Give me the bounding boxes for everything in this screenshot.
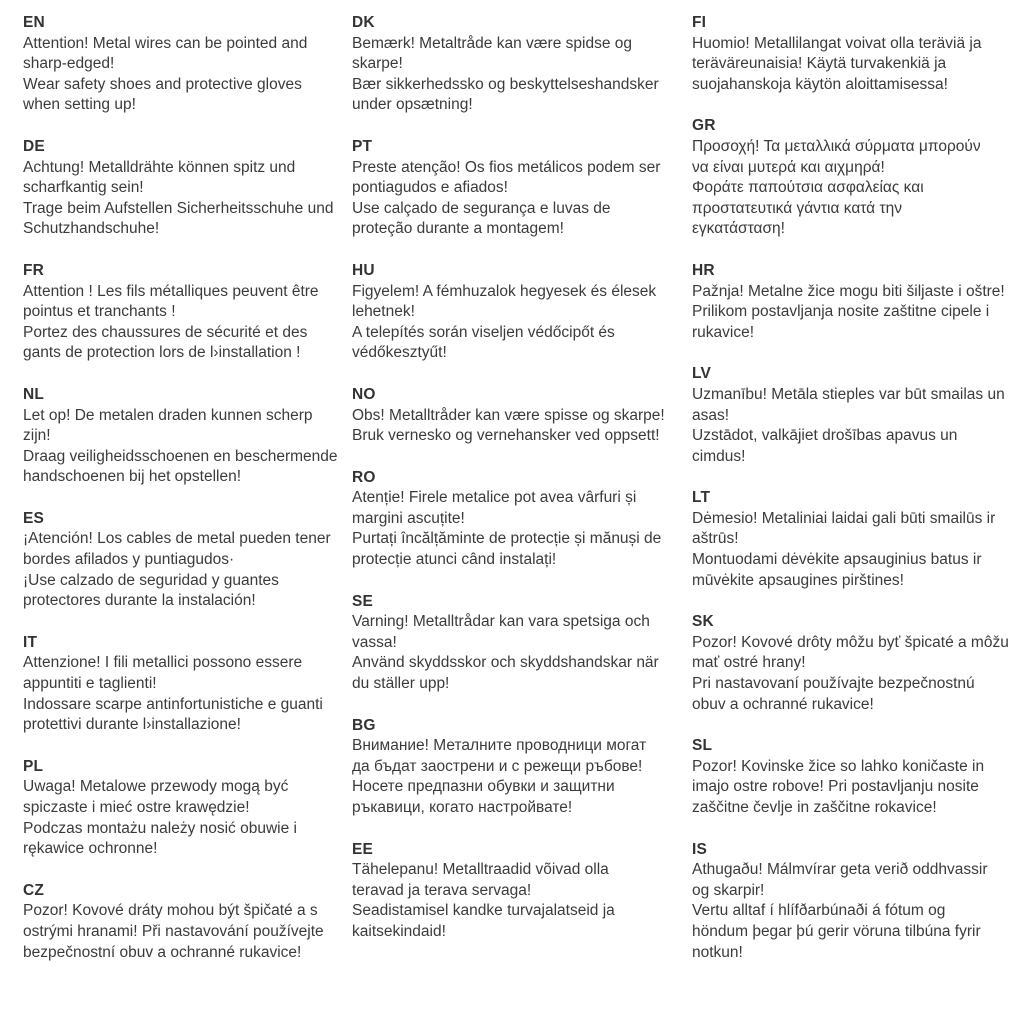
warning-text-line: ръкавици, когато настройвате! [352, 799, 573, 816]
language-code-label: PL [23, 757, 44, 775]
warning-text-line: appuntiti e taglienti! [23, 675, 157, 693]
warning-section-dk [352, 13, 692, 116]
warning-section-se [352, 592, 692, 695]
language-code-label: PT [352, 137, 373, 155]
warning-section-sk [692, 612, 1024, 715]
warning-text-line: Attenzione! I fili metallici possono essere [23, 654, 303, 672]
warning-section-hr [692, 261, 1024, 343]
warning-text-line: Let op! De metalen draden kunnen scherp [23, 406, 313, 424]
warning-text-line: Obs! Metalltråder kan være spisse og skarpe! [352, 406, 665, 424]
warning-text-line: aštrūs! [692, 530, 739, 548]
warning-text-line: να είναι μυτερά και αιχμηρά! [692, 158, 885, 176]
warning-section-is [692, 840, 1024, 964]
warning-section-bg [352, 716, 692, 819]
warning-text-line: mať ostré hrany! [692, 654, 806, 672]
warning-text-line: vassa! [352, 633, 397, 651]
warning-text-line: protecție atunci când instalați! [352, 551, 557, 569]
language-code-label: NL [23, 385, 45, 403]
warning-text-line: Bruk vernesko og vernehansker ved oppsett! [352, 427, 660, 445]
warning-section-de [23, 137, 352, 240]
warning-text-line: Wear safety shoes and protective gloves [23, 75, 302, 93]
warning-text-line: Preste atenção! Os fios metálicos podem ser [352, 158, 661, 176]
warning-text-line: pontiagudos e afiados! [352, 179, 508, 197]
warning-section-no [352, 385, 692, 447]
language-code-label: CZ [23, 881, 45, 899]
warning-text-line: Dėmesio! Metaliniai laidai gali būti smailūs ir [692, 509, 996, 527]
warning-text-line: rukavice! [692, 323, 755, 341]
warning-text-line: Portez des chaussures de sécurité et des [23, 323, 308, 341]
warning-text-line: Achtung! Metalldrähte können spitz und [23, 158, 296, 176]
warning-text-line: obuv a ochranné rukavice! [692, 695, 874, 713]
warning-text-line: cimdus! [692, 447, 746, 465]
warning-text-line: zijn! [23, 427, 51, 445]
warning-text-line: Pri nastavovaní používajte bezpečnostnú [692, 675, 975, 693]
warnings-column-left [23, 13, 352, 984]
language-code-label: SE [352, 592, 374, 610]
warning-section-hu [352, 261, 692, 364]
language-code-label: IT [23, 633, 38, 651]
warning-section-nl [23, 385, 352, 488]
warning-text-line: Pozor! Kovové drôty môžu byť špicaté a môžu [692, 633, 1009, 651]
warning-text-line: Pozor! Kovinske žice so lahko koničaste in [692, 757, 985, 775]
warning-section-sl [692, 736, 1024, 818]
warning-section-pt [352, 137, 692, 240]
warning-text-line: proteção durante a montagem! [352, 220, 564, 238]
warning-text-line: ¡Atención! Los cables de metal pueden tener [23, 530, 331, 548]
language-code-label: RO [352, 468, 376, 486]
warning-text-line: ostrými hranami! Při nastavování používejte [23, 922, 324, 940]
warning-text-line: A telepítés során viseljen védőcipőt és [352, 323, 615, 341]
warning-text-line: mūvėkite apsaugines pirštines! [692, 571, 904, 589]
language-code-label: SL [692, 737, 713, 755]
warning-text-line: Bemærk! Metaltråde kan være spidse og [352, 34, 632, 52]
language-code-label: NO [352, 385, 376, 403]
warning-text-line: scharfkantig sein! [23, 179, 144, 197]
language-code-label: HU [352, 261, 375, 279]
warning-text-line: skarpe! [352, 55, 403, 73]
warning-text-line: under opsætning! [352, 96, 473, 114]
language-code-label: LV [692, 365, 712, 383]
language-code-label: FI [692, 14, 707, 31]
warning-text-line: védőkesztyűt! [352, 344, 447, 362]
warning-text-line: προστατευτικά γάντια κατά την [692, 199, 902, 217]
warning-section-ee [352, 840, 692, 943]
warning-text-line: Indossare scarpe antinfortunistiche e guanti [23, 695, 323, 713]
language-code-label: LT [692, 489, 711, 507]
warning-text-line: да бъдат заострени и с режещи ръбове! [352, 757, 643, 775]
warning-text-line: Bær sikkerhedssko og beskyttelseshandsker [352, 75, 659, 93]
warning-section-en [23, 13, 352, 116]
warning-text-line: when setting up! [23, 96, 136, 114]
warning-text-line: Внимание! Металните проводници могат [352, 737, 647, 755]
warning-text-line: handschoenen bij het opstellen! [23, 468, 242, 486]
warning-section-lt [692, 488, 1024, 591]
warning-section-gr [692, 116, 1024, 240]
warning-text-line: Pažnja! Metalne žice mogu biti šiljaste i oštre! [692, 282, 1005, 300]
warning-section-cz [23, 881, 352, 963]
warning-text-line: protectores durante la instalación! [23, 592, 256, 610]
warning-text-line: Vertu alltaf í hlífðarbúnaði á fótum og [692, 902, 946, 920]
warning-text-line: höndum þegar þú gerir vöruna tilbúna fyrir [692, 922, 981, 940]
warning-text-line: Athugaðu! Málmvírar geta verið oddhvassir [692, 861, 988, 879]
warning-text-line: Attention ! Les fils métalliques peuvent être [23, 282, 319, 300]
language-code-label: ES [23, 509, 45, 527]
warning-text-line: Προσοχή! Τα μεταλλικά σύρματα μπορούν [692, 137, 981, 155]
warning-text-line: Uzstādot, valkājiet drošības apavus un [692, 427, 958, 445]
warning-text-line: Tähelepanu! Metalltraadid võivad olla [352, 861, 609, 879]
warning-text-line: Attention! Metal wires can be pointed and [23, 34, 308, 52]
language-code-label: SK [692, 613, 714, 631]
warning-text-line: Montuodami dėvėkite apsauginius batus ir [692, 551, 982, 569]
warning-text-line: Trage beim Aufstellen Sicherheitsschuhe und [23, 199, 334, 217]
warning-text-line: og skarpir! [692, 881, 765, 899]
language-code-label: BG [352, 716, 376, 734]
warning-text-line: asas! [692, 406, 730, 424]
warning-text-line: Draag veiligheidsschoenen en beschermende [23, 447, 338, 465]
warning-text-line: Atenție! Firele metalice pot avea vârfuri și [352, 489, 637, 507]
warning-text-line: teräväreunaisia! Käytä turvakenkiä ja [692, 55, 947, 73]
warning-text-line: notkun! [692, 943, 743, 961]
warning-text-line: Huomio! Metallilangat voivat olla teräviä ja [692, 34, 982, 52]
warning-text-line: du ställer upp! [352, 675, 450, 693]
warning-text-line: teravad ja terava servaga! [352, 881, 532, 899]
warning-text-line: kaitsekindaid! [352, 922, 446, 940]
warning-text-line: protettivi durante l›installazione! [23, 716, 241, 734]
warning-text-line: Uzmanību! Metāla stieples var būt smailas un [692, 385, 1005, 403]
language-code-label: HR [692, 261, 715, 279]
warning-text-line: Använd skyddsskor och skyddshandskar när [352, 654, 659, 672]
warning-section-es [23, 509, 352, 612]
warning-text-line: pointus et tranchants ! [23, 303, 176, 321]
warning-text-line: Use calçado de segurança e luvas de [352, 199, 611, 217]
warnings-column-right [692, 13, 1024, 984]
warning-text-line: zaščitne čevlje in zaščitne rokavice! [692, 799, 937, 816]
language-code-label: FR [23, 261, 45, 279]
warning-text-line: εγκατάσταση! [692, 220, 785, 238]
warning-text-line: Φοράτε παπούτσια ασφαλείας και [692, 179, 924, 197]
warning-text-line: margini ascuțite! [352, 509, 465, 527]
warning-section-ro [352, 468, 692, 571]
language-code-label: EN [23, 14, 45, 31]
warning-text-line: spiczaste i mieć ostre krawędzie! [23, 799, 250, 816]
language-code-label: EE [352, 840, 374, 858]
warning-text-line: bordes afilados y puntiagudos· [23, 551, 235, 569]
warning-text-line: sharp-edged! [23, 55, 115, 73]
warning-text-line: gants de protection lors de l›installation ! [23, 344, 301, 362]
warning-text-line: Figyelem! A fémhuzalok hegyesek és élesek [352, 282, 657, 300]
warning-text-line: suojahanskoja käytön aloittamisessa! [692, 75, 948, 93]
warning-text-line: Podczas montażu należy nosić obuwie i [23, 819, 297, 837]
warning-text-line: Носете предпазни обувки и защитни [352, 778, 615, 796]
language-code-label: GR [692, 117, 716, 135]
warning-text-line: Varning! Metalltrådar kan vara spetsiga och [352, 613, 650, 631]
warning-text-line: Uwaga! Metalowe przewody mogą być [23, 778, 289, 796]
warning-text-line: Purtați încălțăminte de protecție și mănuși de [352, 530, 662, 548]
warning-text-line: Prilikom postavljanja nosite zaštitne cipele i [692, 303, 990, 321]
warning-text-line: bezpečnostní obuv a ochranné rukavice! [23, 943, 302, 961]
warning-section-fr [23, 261, 352, 364]
warning-section-it [23, 633, 352, 736]
warning-section-lv [692, 364, 1024, 467]
warning-text-line: Pozor! Kovové dráty mohou být špičaté a s [23, 902, 318, 920]
warning-text-line: rękawice ochronne! [23, 840, 158, 858]
language-code-label: DE [23, 137, 45, 155]
warning-section-pl [23, 757, 352, 860]
warning-text-line: Seadistamisel kandke turvajalatseid ja [352, 902, 615, 920]
language-code-label: DK [352, 14, 375, 31]
warning-text-line: imajo ostre robove! Pri postavljanju nosite [692, 778, 979, 796]
language-code-label: IS [692, 840, 708, 858]
warnings-column-middle [352, 13, 692, 984]
warning-section-fi [692, 13, 1024, 95]
warning-text-line: Schutzhandschuhe! [23, 220, 160, 238]
warning-text-line: ¡Use calzado de seguridad y guantes [23, 571, 279, 589]
warning-text-line: lehetnek! [352, 303, 415, 321]
